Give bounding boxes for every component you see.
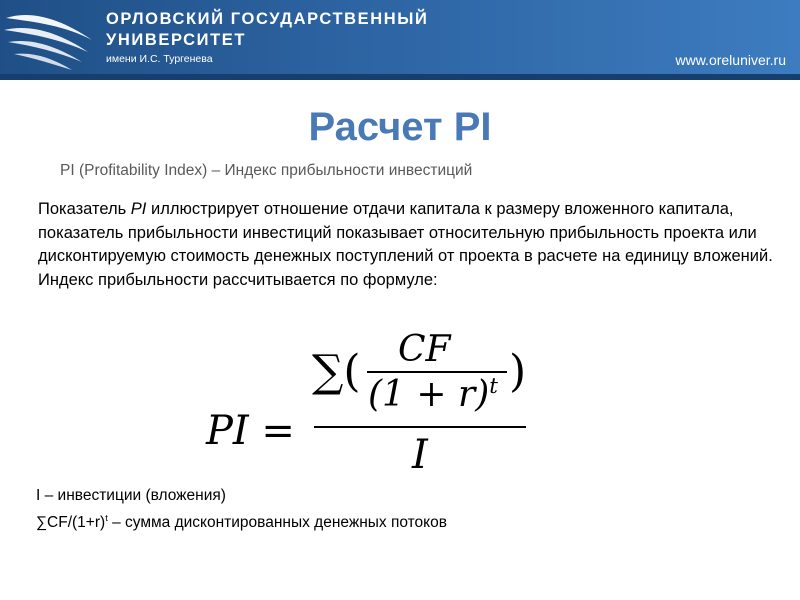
header-banner bbox=[0, 0, 800, 80]
legend-line-discounted-flows bbox=[36, 507, 447, 534]
university-subtitle: имени И.С. Тургенева bbox=[106, 53, 213, 65]
legend-line2-exp: t bbox=[105, 513, 108, 523]
formula-denominator bbox=[368, 374, 498, 415]
formula-denominator-base: (1 + r) bbox=[368, 374, 490, 415]
university-name-line1: ОРЛОВСКИЙ ГОСУДАРСТВЕННЫЙ bbox=[106, 10, 429, 28]
body-paragraph bbox=[38, 198, 773, 292]
body-text-pre: Показатель bbox=[38, 200, 131, 218]
university-name bbox=[106, 9, 429, 51]
formula-main-fraction-line bbox=[314, 426, 526, 428]
header-stripe bbox=[0, 74, 800, 80]
website-link[interactable]: www.oreluniver.ru bbox=[675, 52, 786, 68]
formula-inner-fraction-line bbox=[367, 371, 507, 373]
university-name-line2: УНИВЕРСИТЕТ bbox=[106, 31, 247, 49]
formula-divisor: I bbox=[412, 432, 428, 478]
formula-sum-close: ) bbox=[509, 346, 527, 397]
slide-title: Расчет PI bbox=[308, 105, 492, 149]
body-text-post: иллюстрирует отношение отдачи капитала к размеру вложенного капитала, показатель прибыльности инвестиций показывает относительную прибыльность проекта или дисконтируемую стоимость денежных поступлений от проекта в расчете на единицу вложений. Индекс прибыльности рассчитывается по формуле: bbox=[38, 200, 773, 289]
legend-line-investments: I – инвестиции (вложения) bbox=[36, 487, 226, 504]
formula-denominator-exp: t bbox=[489, 374, 498, 399]
formula-numerator: CF bbox=[398, 329, 451, 370]
legend bbox=[36, 485, 447, 534]
body-text-pi: PI bbox=[130, 200, 147, 218]
university-logo-icon bbox=[0, 0, 100, 80]
legend-line2-base: ∑CF/(1+r) bbox=[36, 514, 106, 532]
formula-lhs: PI = bbox=[206, 408, 295, 454]
legend-line2-rest: – сумма дисконтированных денежных потоков bbox=[107, 514, 447, 532]
formula-sum-open: ∑( bbox=[312, 346, 361, 397]
slide-subtitle: PI (Profitability Index) – Индекс прибыльности инвестиций bbox=[60, 162, 473, 179]
